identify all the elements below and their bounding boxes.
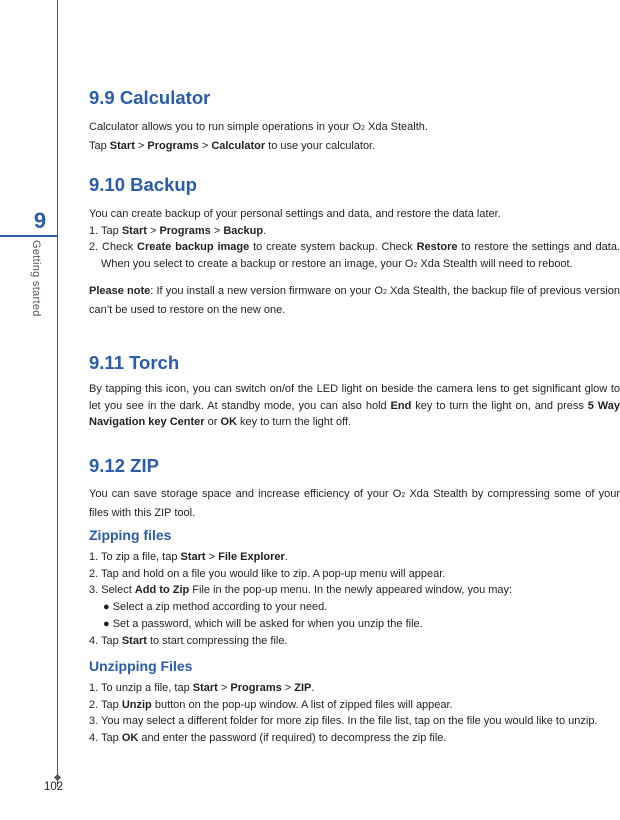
text-run: 2. Check <box>89 241 138 254</box>
text-run: 2. Tap and hold on a file you would like to zip. A pop-up menu will appear. <box>89 567 446 580</box>
bold-term: ZIP <box>294 682 312 694</box>
text-run: or <box>204 416 221 429</box>
page-number: 102 <box>44 781 64 793</box>
paragraph <box>89 119 620 138</box>
section-heading: 9.9 Calculator <box>89 87 211 108</box>
paragraph <box>89 713 620 730</box>
text-run: 2. Tap <box>89 698 122 711</box>
text-run: to restore the settings and data. When you select to create a backup or restore an image, your O <box>101 241 620 271</box>
paragraph <box>89 138 620 155</box>
bold-term: File Explorer <box>218 551 285 563</box>
text-run: 2 <box>361 125 365 132</box>
bold-term: Start <box>180 551 206 563</box>
paragraph <box>89 697 620 714</box>
text-run: You can create backup of your personal settings and data, and restore the data later. <box>89 208 501 220</box>
text-run: . <box>263 224 267 237</box>
text-run: Xda Stealth by compressing some of your files with this ZIP tool. <box>89 488 620 519</box>
diamond-icon <box>54 774 61 781</box>
section-calc <box>89 87 620 154</box>
text-run: > <box>210 224 224 237</box>
text-run: to create system backup. Check <box>249 241 417 254</box>
bold-term: Unzip <box>121 698 152 711</box>
bold-term: Please note <box>89 284 151 297</box>
paragraph <box>89 680 620 697</box>
text-run: to start compressing the file. <box>146 634 288 647</box>
section-heading: 9.11 Torch <box>89 352 180 373</box>
paragraph <box>89 633 620 650</box>
section-heading: Unzipping Files <box>89 658 193 674</box>
section-heading: Zipping files <box>89 527 172 543</box>
text-run: 1. To zip a file, tap <box>89 551 181 563</box>
paragraph <box>89 223 620 240</box>
text-run: . <box>311 682 315 694</box>
text-run: and enter the password (if required) to decompress the zip file. <box>138 732 447 745</box>
text-run: Xda Stealth will need to reboot. <box>417 258 573 271</box>
text-run: 2 <box>401 492 406 499</box>
section-heading: 9.10 Backup <box>89 174 197 195</box>
text-run: Xda Stealth, the backup file of previous version can’t be used to restore on the new one. <box>89 284 620 316</box>
text-run: 2 <box>382 288 387 296</box>
text-run: Xda Stealth. <box>364 121 428 133</box>
section-zip <box>89 455 620 521</box>
text-run: 3. Select <box>89 584 135 597</box>
bold-term: OK <box>220 416 237 429</box>
paragraph <box>89 599 620 616</box>
text-run: > <box>134 139 148 152</box>
bold-term: End <box>390 399 412 412</box>
chapter-title: Getting started <box>30 240 42 317</box>
section-heading: 9.12 ZIP <box>89 455 159 476</box>
bold-term: Backup <box>223 224 264 237</box>
text-run: 1. To unzip a file, tap <box>89 682 193 694</box>
text-run: ● Select a zip method according to your need. <box>103 601 328 614</box>
margin-rule <box>57 0 58 787</box>
text-run: > <box>146 224 160 237</box>
paragraph <box>89 566 620 583</box>
paragraph <box>89 582 620 599</box>
paragraph <box>89 486 620 521</box>
text-run: > <box>217 682 231 694</box>
section-backup <box>89 174 620 318</box>
text-run: File in the pop-up menu. In the newly appeared window, you may: <box>189 584 513 597</box>
paragraph <box>89 283 620 318</box>
bold-term: Programs <box>230 682 282 694</box>
bold-term: OK <box>121 732 139 745</box>
bold-term: Create backup image <box>137 241 250 254</box>
text-run: By tapping this icon, you can switch on/of the LED light on beside the camera lens to get significant glow to let you see in the dark. At standby mode, you can also hold <box>89 383 620 412</box>
text-run: > <box>198 139 212 152</box>
paragraph <box>89 549 620 566</box>
paragraph <box>89 239 620 274</box>
paragraph <box>89 616 620 633</box>
text-run: 4. Tap <box>89 732 122 745</box>
bold-term: Start <box>109 139 135 152</box>
section-unzipping <box>89 657 620 747</box>
bold-term: Start <box>121 224 147 237</box>
bold-term: Start <box>121 634 147 647</box>
bold-term: Programs <box>147 139 199 152</box>
text-run: to use your calculator. <box>265 139 376 152</box>
text-run: Tap <box>89 139 110 152</box>
section-torch <box>89 352 620 431</box>
chapter-marker-rule <box>0 235 57 237</box>
text-run: button on the pop-up window. A list of zipped files will appear. <box>151 698 453 711</box>
text-run: key to turn the light off. <box>236 416 352 429</box>
paragraph <box>89 730 620 747</box>
bold-term: Add to Zip <box>134 584 190 597</box>
bold-term: Programs <box>159 224 211 237</box>
chapter-number: 9 <box>33 208 47 233</box>
text-run: 4. Tap <box>89 634 122 647</box>
section-zipping <box>89 526 620 649</box>
paragraph <box>89 381 620 431</box>
bold-term: Start <box>192 682 218 694</box>
text-run: > <box>205 551 219 563</box>
text-run: : If you install a new version firmware on your O <box>150 284 383 297</box>
bold-term: 5 Way Navigation key Center <box>89 399 620 429</box>
bold-term: Calculator <box>211 139 266 152</box>
text-run: ● Set a password, which will be asked for when you unzip the file. <box>103 617 423 630</box>
text-run: key to turn the light on, and press <box>411 399 588 412</box>
text-run: > <box>281 682 295 694</box>
text-run: 2 <box>413 262 418 270</box>
text-run: Calculator allows you to run simple operations in your O <box>89 121 362 133</box>
text-run: 1. Tap <box>89 224 122 237</box>
text-run: 3. You may select a different folder for more zip files. In the file list, tap on the file you would like to unzip. <box>89 715 598 728</box>
bold-term: Restore <box>416 241 458 254</box>
text-run: . <box>284 551 288 563</box>
text-run: You can save storage space and increase efficiency of your O <box>89 488 402 500</box>
paragraph <box>89 206 620 223</box>
